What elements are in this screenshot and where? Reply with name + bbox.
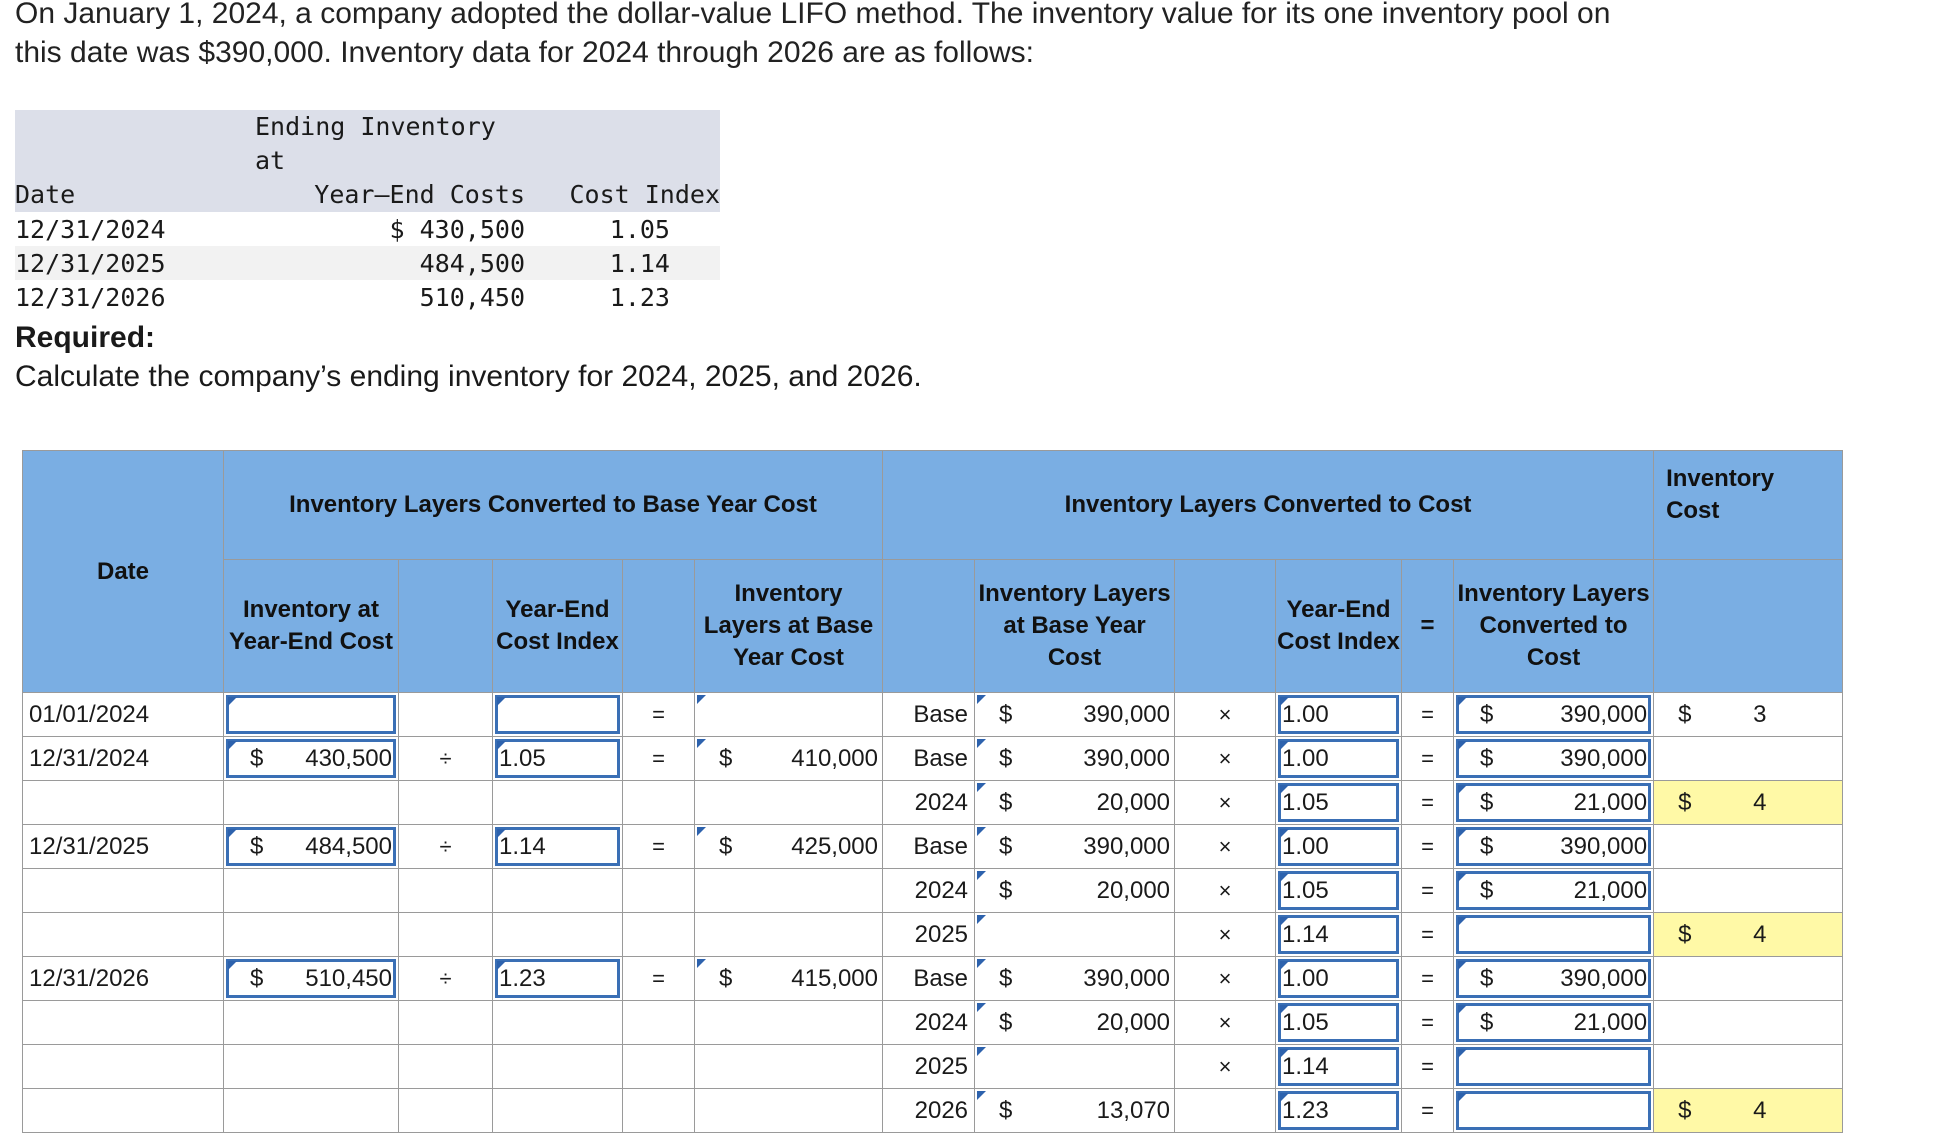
layer-cost-cell xyxy=(1454,957,1654,1001)
layer-base-cost-input xyxy=(975,737,1174,780)
inventory-cost-total xyxy=(1654,737,1843,781)
base-year-cost-cell xyxy=(695,825,883,869)
base-year-cost-cell xyxy=(695,869,883,913)
equals-sign xyxy=(623,781,695,825)
layer-cost-input[interactable] xyxy=(1456,1003,1651,1042)
layer-label: 2025 xyxy=(883,1045,975,1089)
layer-index-cell xyxy=(1276,913,1402,957)
layer-index-value: 1.05 xyxy=(1282,788,1329,816)
layer-base-cost-input xyxy=(975,1045,1174,1088)
inventory-year-end-cell xyxy=(224,693,399,737)
layer-index-cell xyxy=(1276,1089,1402,1133)
times-sign: × xyxy=(1175,869,1276,913)
header-layers-at-base-year-cost: Inventory Layers at Base Year Cost xyxy=(975,560,1175,693)
times-sign: × xyxy=(1175,737,1276,781)
equals-sign-2: = xyxy=(1402,1001,1454,1045)
layer-cost-cell xyxy=(1454,825,1654,869)
header-inventory-year-end-cost: Inventory at Year-End Cost xyxy=(224,560,399,693)
layer-index-cell xyxy=(1276,957,1402,1001)
layer-base-cost-cell xyxy=(975,1001,1175,1045)
header-total-blank xyxy=(1654,560,1843,693)
layer-index-cell xyxy=(1276,869,1402,913)
inventory-year-end-input-currency: $ xyxy=(250,964,264,992)
equals-sign-2: = xyxy=(1402,737,1454,781)
inventory-cost-total xyxy=(1654,825,1843,869)
inventory-cost-total xyxy=(1654,957,1843,1001)
base-year-cost-input-value: 410,000 xyxy=(791,744,879,772)
inventory-cost-total-currency: $ xyxy=(1678,920,1692,948)
inventory-year-end-cell xyxy=(224,957,399,1001)
layer-base-cost-cell xyxy=(975,913,1175,957)
layer-cost-input-value: 21,000 xyxy=(1573,788,1648,816)
layer-cost-cell xyxy=(1454,781,1654,825)
worksheet-row xyxy=(23,781,1843,825)
layer-base-cost-input-currency: $ xyxy=(999,876,1013,904)
cost-index-input[interactable] xyxy=(495,827,620,866)
layer-index-value: 1.14 xyxy=(1282,1052,1329,1080)
layer-index-value: 1.00 xyxy=(1282,832,1329,860)
cost-index-cell xyxy=(493,737,623,781)
given-header-inventory-line1: Ending Inventory at xyxy=(255,112,496,175)
given-date: 12/31/2025 xyxy=(15,248,166,278)
worksheet-row xyxy=(23,693,1843,737)
equals-sign: = xyxy=(623,737,695,781)
header-equals: = xyxy=(1402,560,1454,693)
given-inventory: 510,450 xyxy=(419,282,525,312)
inventory-cost-total-amount: 3 xyxy=(1753,700,1767,728)
layer-label: 2024 xyxy=(883,781,975,825)
layer-base-cost-cell xyxy=(975,781,1175,825)
times-sign: × xyxy=(1175,825,1276,869)
divide-sign xyxy=(399,869,493,913)
layer-index-value: 1.00 xyxy=(1282,744,1329,772)
given-data-table xyxy=(15,110,720,314)
base-year-cost-input xyxy=(695,957,882,1000)
worksheet-row xyxy=(23,1001,1843,1045)
equals-sign-2: = xyxy=(1402,1045,1454,1089)
cost-index-cell xyxy=(493,957,623,1001)
layer-cost-input-currency: $ xyxy=(1480,788,1494,816)
layer-base-cost-input-currency: $ xyxy=(999,832,1013,860)
cost-index-cell xyxy=(493,869,623,913)
given-row xyxy=(15,246,720,280)
layer-cost-cell xyxy=(1454,737,1654,781)
layer-index-input[interactable] xyxy=(1278,871,1399,910)
layer-base-cost-input-currency: $ xyxy=(999,744,1013,772)
cost-index-cell xyxy=(493,1045,623,1089)
header-blank-div xyxy=(399,560,493,693)
layer-cost-input-value: 21,000 xyxy=(1573,876,1648,904)
layer-index-value: 1.00 xyxy=(1282,700,1329,728)
layer-base-cost-input xyxy=(975,1001,1174,1044)
layer-index-value: 1.05 xyxy=(1282,1008,1329,1036)
layer-base-cost-input xyxy=(975,825,1174,868)
equals-sign xyxy=(623,913,695,957)
header-blank-times xyxy=(1175,560,1276,693)
equals-sign xyxy=(623,1001,695,1045)
equals-sign-2: = xyxy=(1402,957,1454,1001)
base-year-cost-input xyxy=(695,693,882,736)
header-group-total xyxy=(1654,451,1843,560)
inventory-year-end-input[interactable] xyxy=(226,739,396,778)
row-date xyxy=(23,1089,224,1133)
given-date: 12/31/2024 xyxy=(15,214,166,244)
given-index: 1.05 xyxy=(609,214,670,244)
equals-sign-2: = xyxy=(1402,693,1454,737)
cost-index-cell xyxy=(493,781,623,825)
layer-index-input[interactable] xyxy=(1278,739,1399,778)
layer-base-cost-input-value: 390,000 xyxy=(1083,832,1171,860)
layer-label: Base xyxy=(883,737,975,781)
given-row xyxy=(15,212,720,246)
equals-sign xyxy=(623,1089,695,1133)
divide-sign xyxy=(399,781,493,825)
intro-line-2: this date was $390,000. Inventory data for 2024 through 2026 are as follows: xyxy=(15,36,1035,69)
base-year-cost-cell xyxy=(695,781,883,825)
row-date: 12/31/2025 xyxy=(23,825,224,869)
layer-base-cost-input-currency: $ xyxy=(999,1008,1013,1036)
dollar-value-lifo-worksheet xyxy=(22,450,1843,1133)
layer-index-input[interactable] xyxy=(1278,1047,1399,1086)
inventory-cost-total-value xyxy=(1654,693,1842,736)
inventory-year-end-input-currency: $ xyxy=(250,832,264,860)
layer-base-cost-input xyxy=(975,1089,1174,1132)
divide-sign: ÷ xyxy=(399,825,493,869)
layer-base-cost-input xyxy=(975,869,1174,912)
layer-base-cost-input-currency: $ xyxy=(999,700,1013,728)
layer-label: Base xyxy=(883,693,975,737)
layer-cost-input[interactable] xyxy=(1456,827,1651,866)
equals-sign xyxy=(623,1045,695,1089)
times-sign xyxy=(1175,1089,1276,1133)
times-sign: × xyxy=(1175,957,1276,1001)
cost-index-value: 1.05 xyxy=(499,744,546,772)
row-date xyxy=(23,781,224,825)
layer-cost-cell xyxy=(1454,1089,1654,1133)
layer-cost-input[interactable] xyxy=(1456,1047,1651,1086)
layer-index-input[interactable] xyxy=(1278,1091,1399,1130)
inventory-cost-total xyxy=(1654,1001,1843,1045)
given-header-inventory-line2: Year–End Costs xyxy=(314,180,525,209)
worksheet-row xyxy=(23,913,1843,957)
layer-index-value: 1.05 xyxy=(1282,876,1329,904)
layer-index-cell xyxy=(1276,781,1402,825)
layer-cost-input-currency: $ xyxy=(1480,832,1494,860)
layer-index-input[interactable] xyxy=(1278,783,1399,822)
layer-cost-input-value: 390,000 xyxy=(1560,832,1648,860)
worksheet-row xyxy=(23,869,1843,913)
worksheet-row xyxy=(23,825,1843,869)
inventory-year-end-cell xyxy=(224,825,399,869)
layer-cost-input[interactable] xyxy=(1456,783,1651,822)
inventory-year-end-cell xyxy=(224,1089,399,1133)
given-header-date: Date xyxy=(15,180,76,209)
layer-index-value: 1.14 xyxy=(1282,920,1329,948)
row-date xyxy=(23,869,224,913)
row-date xyxy=(23,1001,224,1045)
times-sign: × xyxy=(1175,1045,1276,1089)
header-group-cost: Inventory Layers Converted to Cost xyxy=(883,451,1654,560)
layer-index-cell xyxy=(1276,693,1402,737)
layer-cost-input-currency: $ xyxy=(1480,700,1494,728)
layer-base-cost-input-value: 20,000 xyxy=(1096,1008,1171,1036)
base-year-cost-cell xyxy=(695,737,883,781)
base-year-cost-input-value: 425,000 xyxy=(791,832,879,860)
base-year-cost-input xyxy=(695,737,882,780)
inventory-year-end-cell xyxy=(224,1001,399,1045)
inventory-cost-total-currency: $ xyxy=(1678,1096,1692,1124)
layer-index-cell xyxy=(1276,737,1402,781)
given-header-index: Cost Index xyxy=(569,180,720,209)
inventory-year-end-input-currency: $ xyxy=(250,744,264,772)
inventory-year-end-input[interactable] xyxy=(226,827,396,866)
inventory-cost-total xyxy=(1654,1089,1843,1133)
cost-index-value: 1.14 xyxy=(499,832,546,860)
base-year-cost-input-currency: $ xyxy=(719,744,733,772)
layer-label: Base xyxy=(883,957,975,1001)
layer-index-input[interactable] xyxy=(1278,915,1399,954)
given-index: 1.14 xyxy=(609,248,670,278)
row-date: 12/31/2026 xyxy=(23,957,224,1001)
given-inventory: 484,500 xyxy=(419,248,525,278)
layer-cost-input[interactable] xyxy=(1456,1091,1651,1130)
inventory-cost-total-amount: 4 xyxy=(1753,920,1767,948)
inventory-year-end-cell xyxy=(224,913,399,957)
inventory-cost-total-amount: 4 xyxy=(1753,788,1767,816)
layer-index-input[interactable] xyxy=(1278,1003,1399,1042)
base-year-cost-input xyxy=(695,825,882,868)
row-date: 12/31/2024 xyxy=(23,737,224,781)
layer-cost-cell xyxy=(1454,1001,1654,1045)
layer-cost-cell xyxy=(1454,693,1654,737)
layer-base-cost-input-value: 390,000 xyxy=(1083,700,1171,728)
cost-index-value: 1.23 xyxy=(499,964,546,992)
row-date xyxy=(23,913,224,957)
header-layers-base-year-cost: Inventory Layers at Base Year Cost xyxy=(695,560,883,693)
layer-index-value: 1.00 xyxy=(1282,964,1329,992)
header-date: Date xyxy=(23,451,224,693)
cost-index-cell xyxy=(493,1001,623,1045)
inventory-year-end-cell xyxy=(224,781,399,825)
cost-index-input[interactable] xyxy=(495,739,620,778)
inventory-year-end-cell xyxy=(224,869,399,913)
layer-base-cost-cell xyxy=(975,693,1175,737)
given-row xyxy=(15,280,720,314)
row-date: 01/01/2024 xyxy=(23,693,224,737)
intro-line-1: On January 1, 2024, a company adopted the dollar-value LIFO method. The inventory value for its one inventory pool on xyxy=(15,0,1611,30)
base-year-cost-input-currency: $ xyxy=(719,832,733,860)
required-text: Calculate the company’s ending inventory for 2024, 2025, and 2026. xyxy=(15,360,922,393)
layer-cost-input-value: 390,000 xyxy=(1560,700,1648,728)
layer-base-cost-input xyxy=(975,913,1174,956)
times-sign: × xyxy=(1175,693,1276,737)
row-date xyxy=(23,1045,224,1089)
layer-cost-input-value: 390,000 xyxy=(1560,744,1648,772)
required-label: Required: xyxy=(15,321,156,354)
cost-index-input[interactable] xyxy=(495,959,620,998)
cost-index-cell xyxy=(493,693,623,737)
layer-base-cost-input-value: 390,000 xyxy=(1083,964,1171,992)
base-year-cost-cell xyxy=(695,1001,883,1045)
inventory-cost-total xyxy=(1654,693,1843,737)
inventory-year-end-cell xyxy=(224,1045,399,1089)
layer-base-cost-input-value: 20,000 xyxy=(1096,788,1171,816)
layer-label: 2026 xyxy=(883,1089,975,1133)
layer-cost-cell xyxy=(1454,913,1654,957)
divide-sign xyxy=(399,1089,493,1133)
layer-index-input[interactable] xyxy=(1278,827,1399,866)
layer-index-cell xyxy=(1276,1001,1402,1045)
layer-base-cost-input-value: 13,070 xyxy=(1096,1096,1171,1124)
header-group-base-year: Inventory Layers Converted to Base Year Cost xyxy=(224,451,883,560)
inventory-cost-total-value xyxy=(1654,913,1842,956)
layer-index-value: 1.23 xyxy=(1282,1096,1329,1124)
layer-index-input[interactable] xyxy=(1278,959,1399,998)
divide-sign xyxy=(399,1045,493,1089)
base-year-cost-cell xyxy=(695,1045,883,1089)
equals-sign-2: = xyxy=(1402,913,1454,957)
layer-label: 2024 xyxy=(883,1001,975,1045)
cost-index-cell xyxy=(493,913,623,957)
inventory-cost-total-currency: $ xyxy=(1678,788,1692,816)
worksheet-row xyxy=(23,957,1843,1001)
layer-index-cell xyxy=(1276,1045,1402,1089)
layer-cost-input-currency: $ xyxy=(1480,964,1494,992)
worksheet-row xyxy=(23,737,1843,781)
layer-base-cost-input-currency: $ xyxy=(999,964,1013,992)
layer-cost-input-currency: $ xyxy=(1480,744,1494,772)
divide-sign xyxy=(399,913,493,957)
inventory-cost-total-value xyxy=(1654,781,1842,824)
given-date: 12/31/2026 xyxy=(15,282,166,312)
layer-base-cost-cell xyxy=(975,1045,1175,1089)
header-layers-converted-to-cost: Inventory Layers Converted to Cost xyxy=(1454,560,1654,693)
base-year-cost-cell xyxy=(695,693,883,737)
divide-sign: ÷ xyxy=(399,737,493,781)
layer-label: 2024 xyxy=(883,869,975,913)
worksheet-row xyxy=(23,1089,1843,1133)
inventory-year-end-input-value: 510,450 xyxy=(305,964,392,992)
inventory-year-end-input-value: 484,500 xyxy=(305,832,392,860)
work-table-container xyxy=(22,450,1775,1124)
inventory-year-end-input-value: 430,500 xyxy=(305,744,392,772)
layer-base-cost-cell xyxy=(975,1089,1175,1133)
inventory-cost-total-currency: $ xyxy=(1678,700,1692,728)
equals-sign-2: = xyxy=(1402,869,1454,913)
layer-base-cost-input-currency: $ xyxy=(999,788,1013,816)
layer-cost-input[interactable] xyxy=(1456,739,1651,778)
base-year-cost-cell xyxy=(695,1089,883,1133)
layer-index-cell xyxy=(1276,825,1402,869)
equals-sign-2: = xyxy=(1402,825,1454,869)
layer-index-input[interactable] xyxy=(1278,695,1399,734)
layer-cost-input[interactable] xyxy=(1456,871,1651,910)
inventory-cost-total xyxy=(1654,913,1843,957)
times-sign: × xyxy=(1175,913,1276,957)
layer-base-cost-input xyxy=(975,693,1174,736)
equals-sign: = xyxy=(623,957,695,1001)
equals-sign-2: = xyxy=(1402,781,1454,825)
given-inventory: $ 430,500 xyxy=(389,214,525,244)
layer-base-cost-input xyxy=(975,781,1174,824)
required-section xyxy=(15,318,922,396)
layer-base-cost-input-value: 20,000 xyxy=(1096,876,1171,904)
base-year-cost-input-currency: $ xyxy=(719,964,733,992)
inventory-cost-total-amount: 4 xyxy=(1753,1096,1767,1124)
base-year-cost-cell xyxy=(695,957,883,1001)
layer-cost-input-currency: $ xyxy=(1480,1008,1494,1036)
divide-sign xyxy=(399,693,493,737)
inventory-cost-total xyxy=(1654,869,1843,913)
header-layer-label xyxy=(883,560,975,693)
base-year-cost-input-value: 415,000 xyxy=(791,964,879,992)
inventory-cost-total xyxy=(1654,1045,1843,1089)
given-header-inventory xyxy=(215,110,545,212)
times-sign: × xyxy=(1175,1001,1276,1045)
layer-cost-input[interactable] xyxy=(1456,915,1651,954)
layer-base-cost-cell xyxy=(975,825,1175,869)
header-year-end-cost-index-2: Year-End Cost Index xyxy=(1276,560,1402,693)
layer-cost-input-value: 21,000 xyxy=(1573,1008,1648,1036)
cost-index-cell xyxy=(493,1089,623,1133)
layer-cost-input[interactable] xyxy=(1456,695,1651,734)
equals-sign: = xyxy=(623,693,695,737)
base-year-cost-cell xyxy=(695,913,883,957)
cost-index-cell xyxy=(493,825,623,869)
inventory-cost-total xyxy=(1654,781,1843,825)
layer-base-cost-input-currency: $ xyxy=(999,1096,1013,1124)
equals-sign: = xyxy=(623,825,695,869)
layer-base-cost-input-value: 390,000 xyxy=(1083,744,1171,772)
layer-base-cost-cell xyxy=(975,737,1175,781)
inventory-year-end-cell xyxy=(224,737,399,781)
layer-cost-input-currency: $ xyxy=(1480,876,1494,904)
divide-sign xyxy=(399,1001,493,1045)
worksheet-row xyxy=(23,1045,1843,1089)
inventory-year-end-input[interactable] xyxy=(226,959,396,998)
header-group-total-label: Inventory Cost xyxy=(1666,465,1775,524)
divide-sign: ÷ xyxy=(399,957,493,1001)
question-intro xyxy=(15,0,1715,72)
given-index: 1.23 xyxy=(609,282,670,312)
inventory-year-end-input[interactable] xyxy=(226,695,396,734)
layer-label: 2025 xyxy=(883,913,975,957)
layer-cost-input-value: 390,000 xyxy=(1560,964,1648,992)
layer-cost-cell xyxy=(1454,1045,1654,1089)
equals-sign xyxy=(623,869,695,913)
layer-cost-cell xyxy=(1454,869,1654,913)
equals-sign-2: = xyxy=(1402,1089,1454,1133)
layer-label: Base xyxy=(883,825,975,869)
cost-index-input[interactable] xyxy=(495,695,620,734)
times-sign: × xyxy=(1175,781,1276,825)
layer-base-cost-input xyxy=(975,957,1174,1000)
layer-base-cost-cell xyxy=(975,957,1175,1001)
header-blank-eq xyxy=(623,560,695,693)
layer-cost-input[interactable] xyxy=(1456,959,1651,998)
header-year-end-cost-index: Year-End Cost Index xyxy=(493,560,623,693)
layer-base-cost-cell xyxy=(975,869,1175,913)
inventory-cost-total-value xyxy=(1654,1089,1842,1132)
